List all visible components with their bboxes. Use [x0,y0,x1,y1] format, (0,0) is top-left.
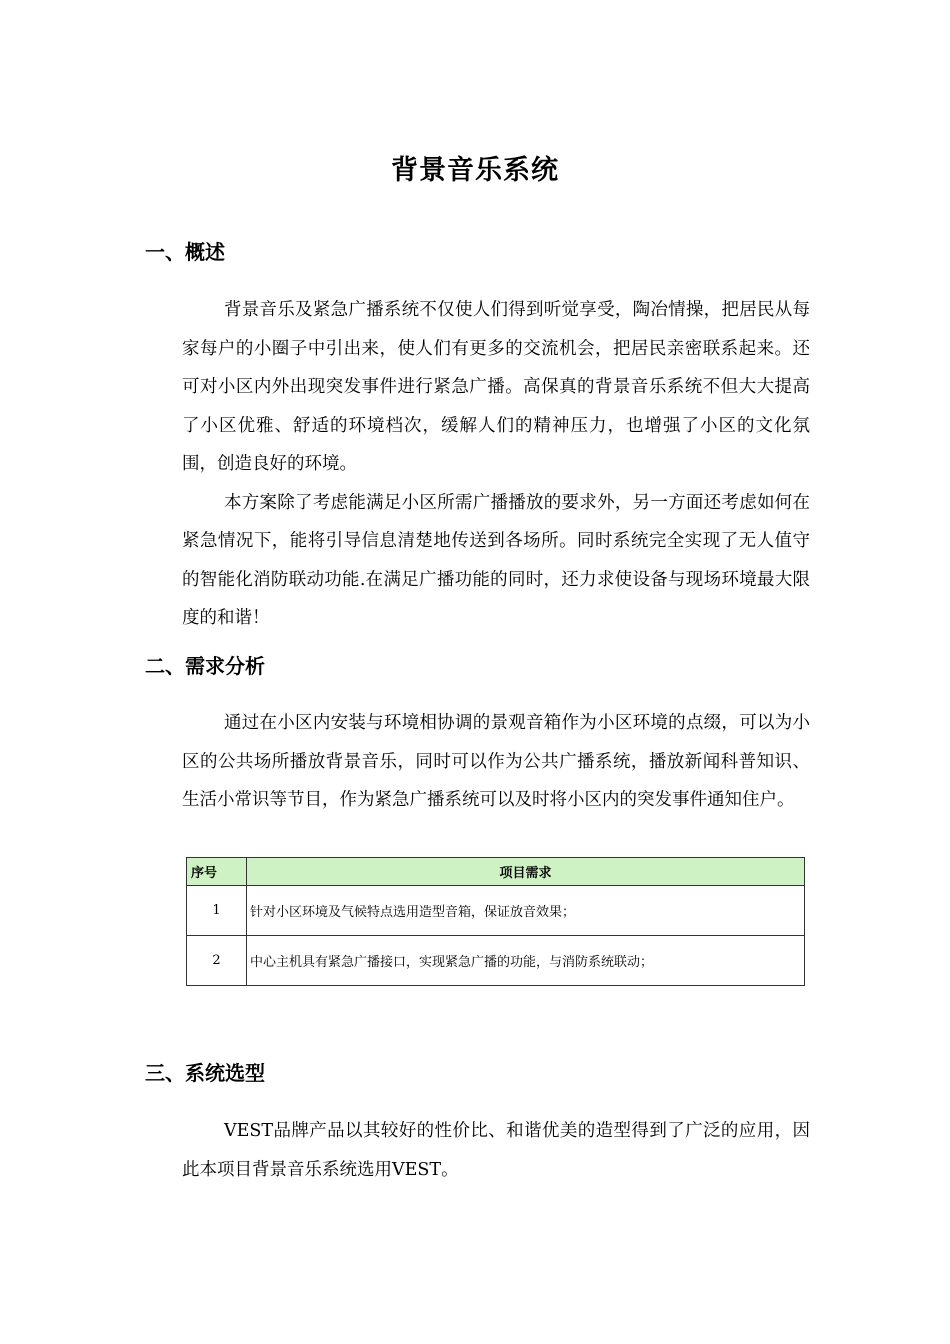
section-heading-requirements: 二、需求分析 [145,654,265,678]
table-header-number: 序号 [187,858,247,886]
paragraph: 本方案除了考虑能满足小区所需广播播放的要求外，另一方面还考虑如何在紧急情况下，能将引导信息清楚地传送到各场所。同时系统完全实现了无人值守的智能化消防联动功能.在满足广播功能的同时，还力求使设备与现场环境最大限度的和谐！ [182,492,810,628]
table-cell-requirement: 针对小区环境及气候特点选用造型音箱，保证放音效果； [247,886,805,936]
section-heading-system-selection: 三、系统选型 [145,1061,265,1085]
paragraph: 通过在小区内安装与环境相协调的景观音箱作为小区环境的点缀，可以为小区的公共场所播放背景音乐，同时可以作为公共广播系统，播放新闻科普知识、生活小常识等节目，作为紧急广播系统可以及时将小区内的突发事件通知住户。 [182,713,810,810]
document-title: 背景音乐系统 [391,155,559,186]
paragraph: 背景音乐及紧急广播系统不仅使人们得到听觉享受，陶冶情操，把居民从每家每户的小圈子中引出来，使人们有更多的交流机会，把居民亲密联系起来。还可对小区内外出现突发事件进行紧急广播。高保真的背景音乐系统不但大大提高了小区优雅、舒适的环境档次，缓解人们的精神压力，也增强了小区的文化氛围，创造良好的环境。 [182,300,810,474]
table-header-requirement: 项目需求 [247,858,805,886]
section-body-system-selection [182,1112,810,1189]
table-row [187,936,805,986]
table-row [187,886,805,936]
table-header-row [187,858,805,886]
requirements-table [186,857,805,986]
paragraph: VEST品牌产品以其较好的性价比、和谐优美的造型得到了广泛的应用，因此本项目背景音乐系统选用VEST。 [182,1121,810,1180]
table-cell-requirement: 中心主机具有紧急广播接口，实现紧急广播的功能，与消防系统联动； [247,936,805,986]
section-body-overview [182,291,810,638]
table-cell-number: 2 [187,936,247,986]
section-heading-overview: 一、概述 [145,240,225,264]
section-body-requirements [182,704,810,820]
table-cell-number: 1 [187,886,247,936]
